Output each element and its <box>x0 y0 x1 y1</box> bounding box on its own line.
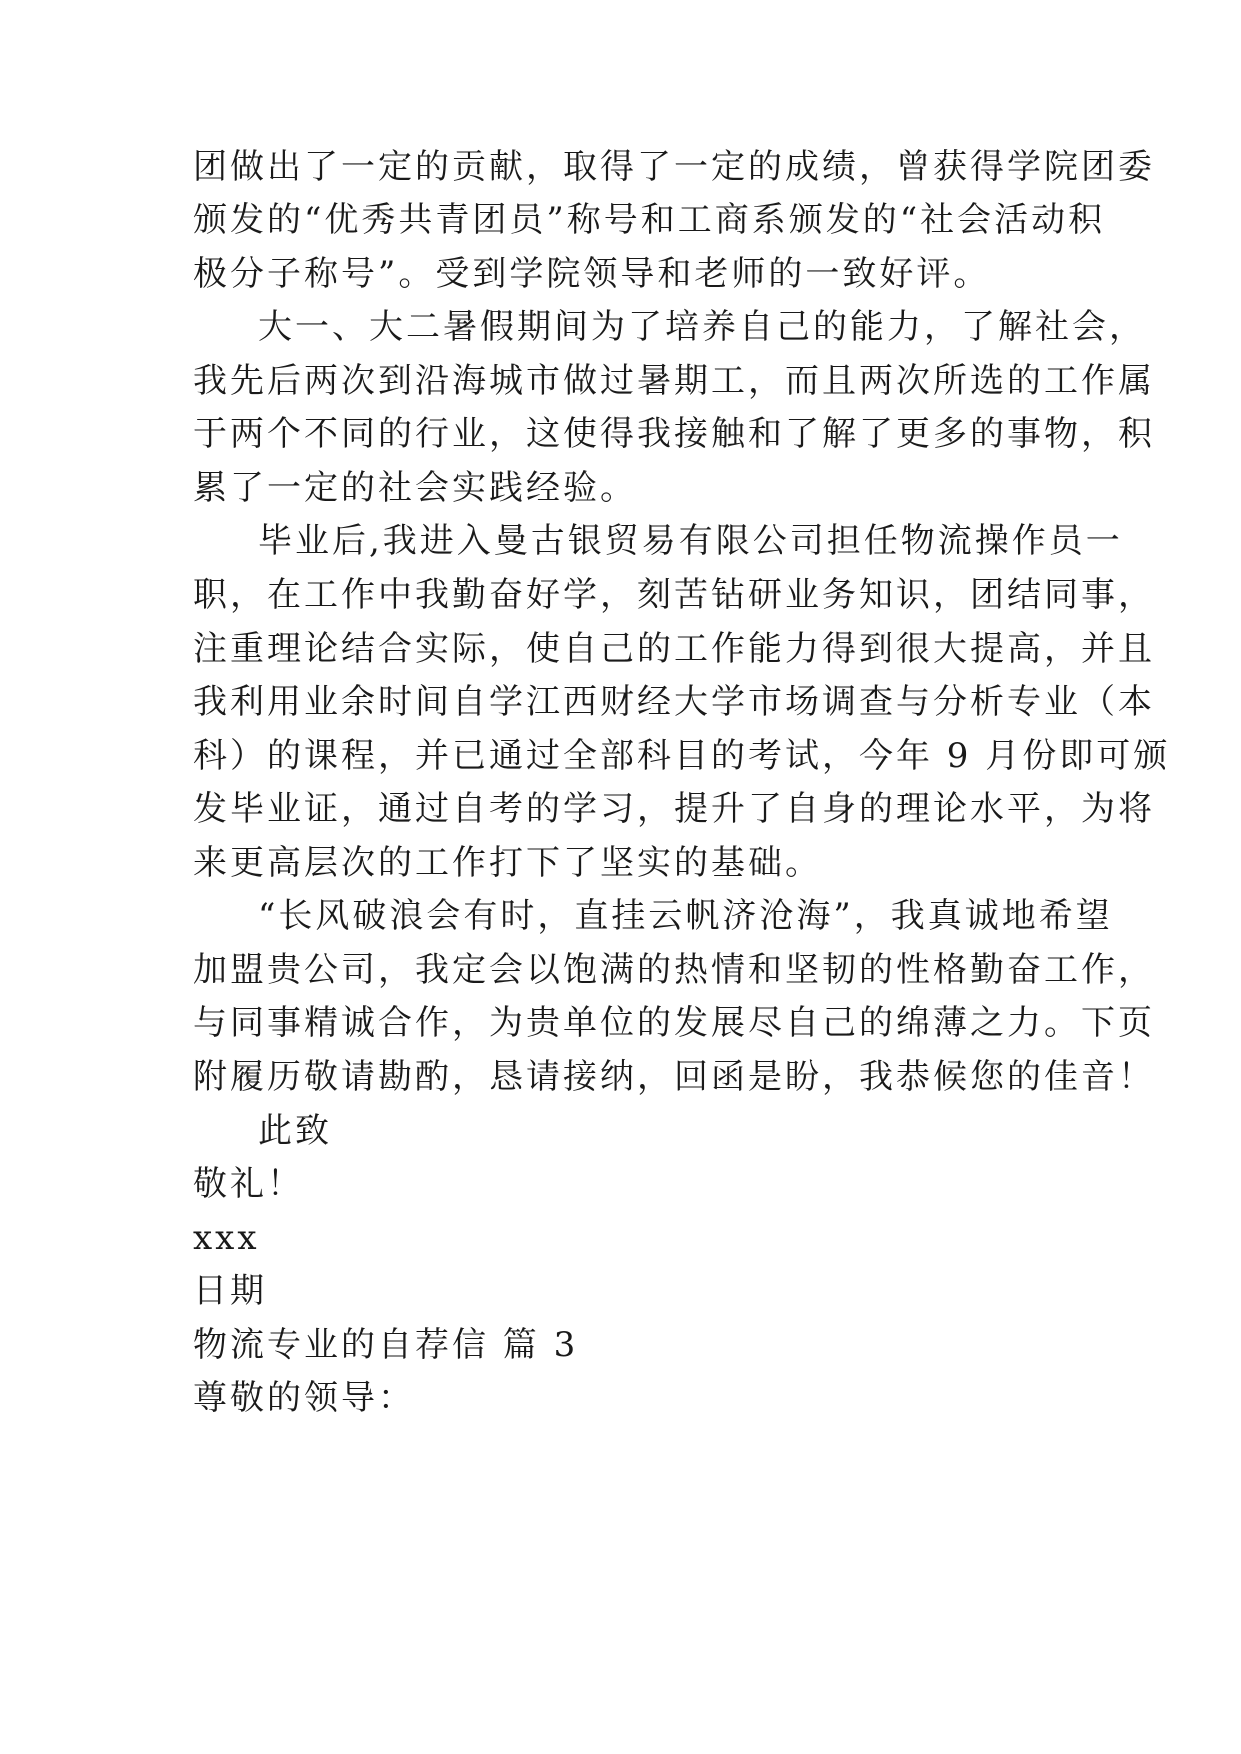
greeting: 尊敬的领导： <box>193 1378 415 1418</box>
paragraph-line: 大一、大二暑假期间为了培养自己的能力，了解社会， <box>258 307 1146 347</box>
closing-regards: 敬礼！ <box>193 1164 304 1204</box>
paragraph-line: 注重理论结合实际，使自己的工作能力得到很大提高，并且 <box>193 629 1155 669</box>
closing-salutation: 此致 <box>258 1111 332 1151</box>
paragraph-line: 科）的课程，并已通过全部科目的考试，今年 9 月份即可颁 <box>193 736 1171 776</box>
paragraph-line: 我利用业余时间自学江西财经大学市场调查与分析专业（本 <box>193 682 1155 722</box>
paragraph-line: 职，在工作中我勤奋好学，刻苦钻研业务知识，团结同事， <box>193 575 1155 615</box>
paragraph-line: 团做出了一定的贡献，取得了一定的成绩，曾获得学院团委 <box>193 147 1155 187</box>
paragraph-line: 毕业后,我进入曼古银贸易有限公司担任物流操作员一 <box>258 521 1123 561</box>
signature-name: xxx <box>193 1218 260 1258</box>
signature-date: 日期 <box>193 1271 267 1311</box>
paragraph-line: 发毕业证，通过自考的学习，提升了自身的理论水平，为将 <box>193 789 1155 829</box>
paragraph-line: 附履历敬请勘酌，恳请接纳，回函是盼，我恭候您的佳音！ <box>193 1057 1155 1097</box>
paragraph-line: 来更高层次的工作打下了坚实的基础。 <box>193 843 822 883</box>
paragraph-line: 加盟贵公司，我定会以饱满的热情和坚韧的性格勤奋工作， <box>193 950 1155 990</box>
paragraph-line: “长风破浪会有时，直挂云帆济沧海”，我真诚地希望 <box>258 896 1113 936</box>
paragraph-line: 于两个不同的行业，这使得我接触和了解了更多的事物，积 <box>193 414 1155 454</box>
paragraph-line: 颁发的“优秀共青团员”称号和工商系颁发的“社会活动积 <box>193 200 1106 240</box>
paragraph-line: 累了一定的社会实践经验。 <box>193 468 637 508</box>
paragraph-line: 极分子称号”。受到学院领导和老师的一致好评。 <box>193 254 991 294</box>
section-heading: 物流专业的自荐信 篇 3 <box>193 1325 579 1365</box>
paragraph-line: 与同事精诚合作，为贵单位的发展尽自己的绵薄之力。下页 <box>193 1003 1155 1043</box>
paragraph-line: 我先后两次到沿海城市做过暑期工，而且两次所选的工作属 <box>193 361 1155 401</box>
